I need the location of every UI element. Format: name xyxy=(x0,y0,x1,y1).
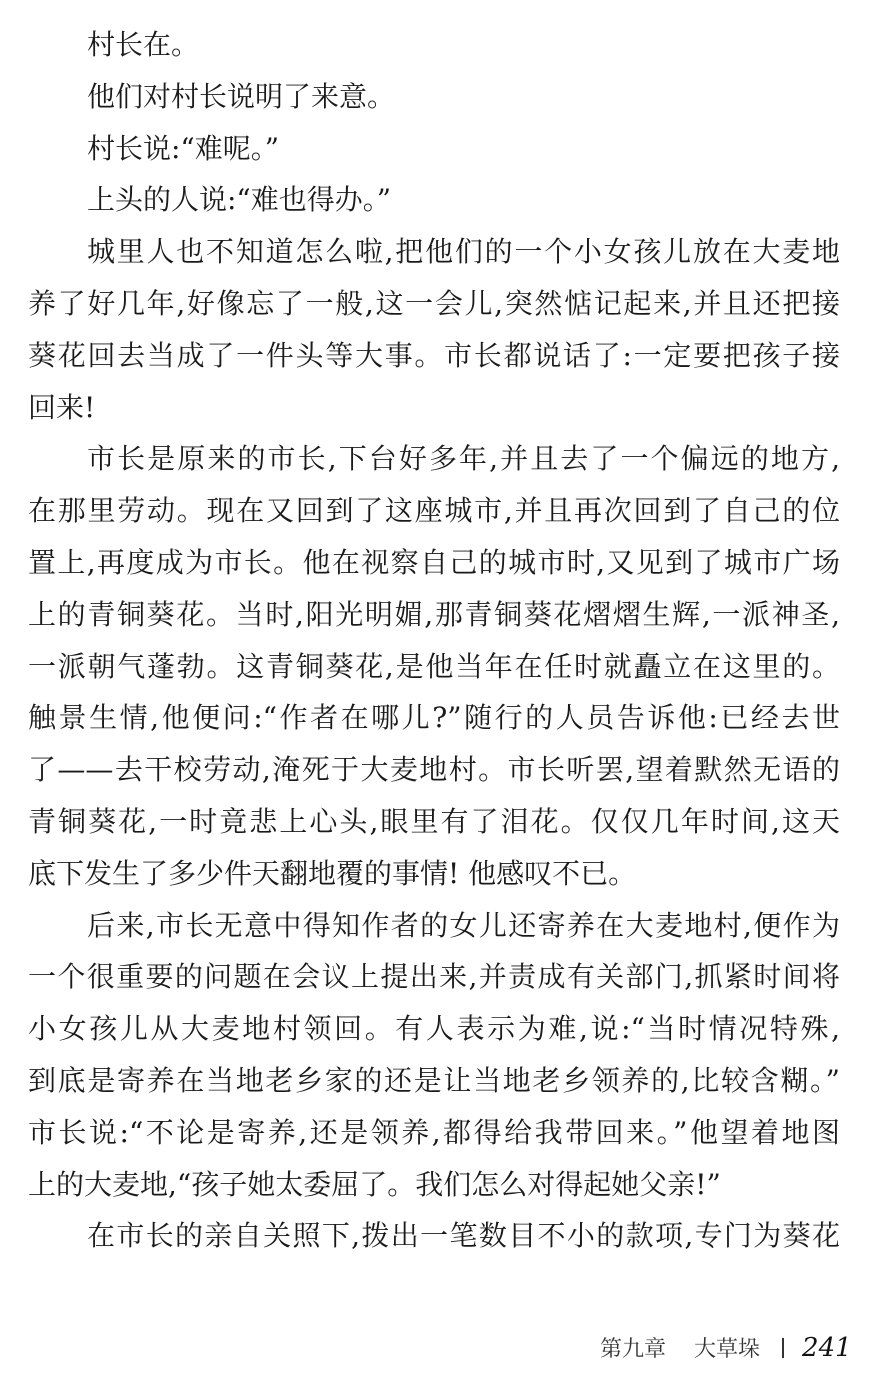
footer-divider xyxy=(782,1338,784,1358)
text-line: 市长说:“不论是寄养,还是领养,都得给我带回来。”他望着地图 xyxy=(28,1115,840,1149)
paragraph xyxy=(28,19,840,71)
paragraph xyxy=(28,1210,840,1262)
text-line: 底下发生了多少件天翻地覆的事情! 他感叹不已。 xyxy=(28,856,637,890)
text-line: 在那里劳动。现在又回到了这座城市,并且再次回到了自己的位 xyxy=(28,494,840,528)
text-line: 触景生情,他便问:“作者在哪儿?”随行的人员告诉他:已经去世 xyxy=(28,701,840,735)
paragraph xyxy=(28,71,840,123)
text-line: 回来! xyxy=(28,390,96,424)
page-number: 241 xyxy=(802,1332,852,1363)
text-line: 在市长的亲自关照下,拨出一笔数目不小的款项,专门为葵花 xyxy=(87,1219,840,1253)
text-line: 后来,市长无意中得知作者的女儿还寄养在大麦地村,便作为 xyxy=(87,908,840,942)
text-line: 一个很重要的问题在会议上提出来,并责成有关部门,抓紧时间将 xyxy=(28,960,840,994)
text-line: 村长在。 xyxy=(87,28,200,61)
text-line: 城里人也不知道怎么啦,把他们的一个小女孩儿放在大麦地 xyxy=(87,235,840,269)
paragraph xyxy=(28,174,840,226)
text-line: 市长是原来的市长,下台好多年,并且去了一个偏远的地方, xyxy=(87,442,840,476)
paragraph xyxy=(28,226,840,433)
text-line: 葵花回去当成了一件头等大事。市长都说话了:一定要把孩子接 xyxy=(28,338,840,372)
paragraph xyxy=(28,900,840,1211)
text-line: 村长说:“难呢。” xyxy=(87,131,280,165)
paragraph xyxy=(28,123,840,175)
text-line: 小女孩儿从大麦地村领回。有人表示为难,说:“当时情况特殊, xyxy=(28,1012,840,1046)
chapter-label: 第九章 xyxy=(600,1337,667,1362)
page-body xyxy=(28,19,840,1262)
text-line: 了——去干校劳动,淹死于大麦地村。市长听罢,望着默然无语的 xyxy=(28,753,840,787)
text-line: 养了好几年,好像忘了一般,这一会儿,突然惦记起来,并且还把接 xyxy=(28,286,840,320)
text-line: 他们对村长说明了来意。 xyxy=(87,79,396,113)
paragraph xyxy=(28,433,840,899)
text-line: 上的青铜葵花。当时,阳光明媚,那青铜葵花熠熠生辉,一派神圣, xyxy=(28,597,840,631)
text-line: 到底是寄养在当地老乡家的还是让当地老乡领养的,比较含糊。” xyxy=(28,1063,840,1097)
chapter-title: 大草垛 xyxy=(694,1337,761,1362)
text-line: 置上,再度成为市长。他在视察自己的城市时,又见到了城市广场 xyxy=(28,545,840,579)
page-footer xyxy=(600,1332,852,1363)
text-line: 一派朝气蓬勃。这青铜葵花,是他当年在任时就矗立在这里的。 xyxy=(28,649,840,683)
text-line: 青铜葵花,一时竟悲上心头,眼里有了泪花。仅仅几年时间,这天 xyxy=(28,804,840,838)
text-line: 上头的人说:“难也得办。” xyxy=(87,183,392,217)
text-line: 上的大麦地,“孩子她太委屈了。我们怎么对得起她父亲!” xyxy=(28,1167,721,1201)
